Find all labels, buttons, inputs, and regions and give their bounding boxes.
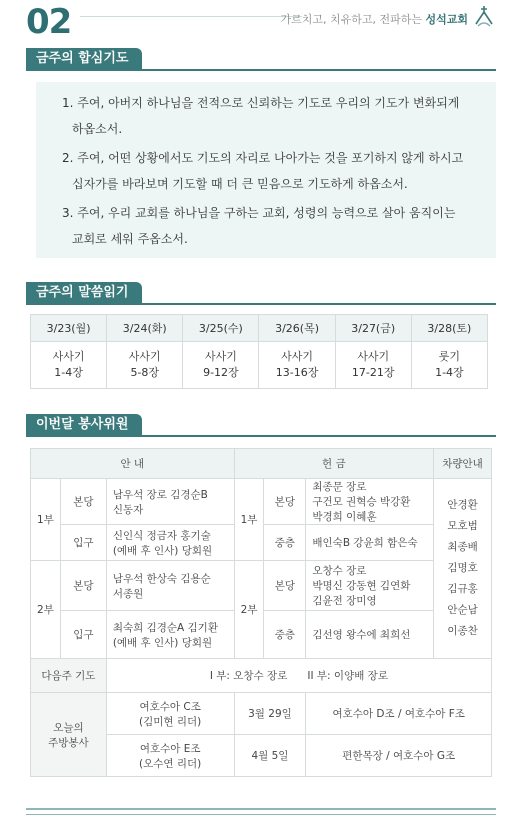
reading-date: 3/25(수) <box>183 315 259 342</box>
prayer-line: 하옵소서. <box>72 122 123 136</box>
location-label: 본당 <box>60 561 106 611</box>
prayer-line: 교회로 세워 주옵소서. <box>72 232 188 246</box>
reading-date: 3/27(금) <box>335 315 411 342</box>
part-label: 1부 <box>234 479 264 561</box>
church-name: 성석교회 <box>425 13 468 26</box>
church-logo-icon <box>472 4 496 28</box>
kitchen-today: 여호수아 E조 (오수연 리더) <box>106 735 234 777</box>
prayer-line: 주여, 어떤 상황에서도 기도의 자리로 나아가는 것을 포기하지 않게 하시고 <box>77 151 464 165</box>
prayer-number: 3. <box>62 206 74 220</box>
location-label: 중층 <box>264 611 306 659</box>
reading-passage: 룻기 1-4장 <box>411 342 487 389</box>
prayer-section-line <box>26 69 496 71</box>
offering-header: 헌 금 <box>234 449 434 479</box>
service-section-line <box>26 435 496 437</box>
service-table <box>30 448 492 777</box>
location-label: 입구 <box>60 525 106 561</box>
reading-passage: 사사기 17-21장 <box>335 342 411 389</box>
reading-section-title: 금주의 말씀읽기 <box>26 282 142 304</box>
parking-names: 안경환 모호범 최종배 김명호 김규홍 안순남 이종찬 <box>434 479 492 659</box>
next-week-prayer: I 부: 오창수 장로 II 부: 이양배 장로 <box>106 659 491 693</box>
reading-table <box>30 314 488 389</box>
part-label: 2부 <box>234 561 264 659</box>
prayer-item <box>62 145 488 197</box>
part-label: 2부 <box>31 561 61 659</box>
header-divider <box>80 16 302 17</box>
next-week-label: 다음주 기도 <box>31 659 107 693</box>
prayer-section-title: 금주의 합심기도 <box>26 48 142 70</box>
page-number: 02 <box>26 2 72 42</box>
prayer-number: 2. <box>62 151 74 165</box>
reading-date: 3/23(월) <box>31 315 107 342</box>
reading-passage: 사사기 1-4장 <box>31 342 107 389</box>
offering-names: 배인숙B 강윤희 함은숙 <box>306 525 434 561</box>
location-label: 본당 <box>264 479 306 525</box>
guide-header: 안 내 <box>31 449 235 479</box>
guide-names: 남우석 장로 김경순B 신동자 <box>106 479 234 525</box>
reading-passage: 사사기 13-16장 <box>259 342 335 389</box>
reading-date: 3/26(목) <box>259 315 335 342</box>
location-label: 입구 <box>60 611 106 659</box>
kitchen-team: 여호수아 D조 / 여호수아 F조 <box>306 693 492 735</box>
reading-passage-row <box>31 342 488 389</box>
reading-date-row <box>31 315 488 342</box>
location-label: 중층 <box>264 525 306 561</box>
location-label: 본당 <box>264 561 306 611</box>
reading-section-line <box>26 303 496 305</box>
location-label: 본당 <box>60 479 106 525</box>
prayer-line: 주여, 아버지 하나님을 전적으로 신뢰하는 기도로 우리의 기도가 변화되게 <box>77 96 460 110</box>
reading-date: 3/28(토) <box>411 315 487 342</box>
prayer-number: 1. <box>62 96 74 110</box>
prayer-item <box>62 200 488 252</box>
offering-names: 최종문 장로 구건모 권혁승 박강환 박경희 이혜훈 <box>306 479 434 525</box>
kitchen-team: 편한목장 / 여호수아 G조 <box>306 735 492 777</box>
kitchen-date: 3월 29일 <box>234 693 306 735</box>
service-section-title: 이번달 봉사위원 <box>26 414 142 436</box>
offering-names: 김선영 왕수에 최희선 <box>306 611 434 659</box>
reading-passage: 사사기 9-12장 <box>183 342 259 389</box>
slogan-text: 가르치고, 치유하고, 전파하는 <box>280 13 422 26</box>
guide-names: 최숙희 김경순A 김기환 (예배 후 인사) 당회원 <box>106 611 234 659</box>
prayer-box <box>36 82 496 258</box>
prayer-item <box>62 90 488 142</box>
prayer-line: 십자가를 바라보며 기도할 때 더 큰 믿음으로 기도하게 하옵소서. <box>72 177 408 191</box>
footer-divider <box>26 814 496 815</box>
church-slogan <box>280 11 468 27</box>
kitchen-today: 여호수아 C조 (김미현 리더) <box>106 693 234 735</box>
kitchen-label: 오늘의 주방봉사 <box>31 693 107 777</box>
offering-names: 오창수 장로 박명신 강동현 김연화 김윤전 장미영 <box>306 561 434 611</box>
guide-names: 남우석 한상숙 김용순 서종원 <box>106 561 234 611</box>
kitchen-date: 4월 5일 <box>234 735 306 777</box>
guide-names: 신인식 정금자 홍기술 (예배 후 인사) 당회원 <box>106 525 234 561</box>
reading-date: 3/24(화) <box>107 315 183 342</box>
reading-passage: 사사기 5-8장 <box>107 342 183 389</box>
part-label: 1부 <box>31 479 61 561</box>
footer-divider <box>26 808 496 810</box>
prayer-line: 주여, 우리 교회를 하나님을 구하는 교회, 성령의 능력으로 살아 움직이는 <box>77 206 456 220</box>
parking-header: 차량안내 <box>434 449 492 479</box>
